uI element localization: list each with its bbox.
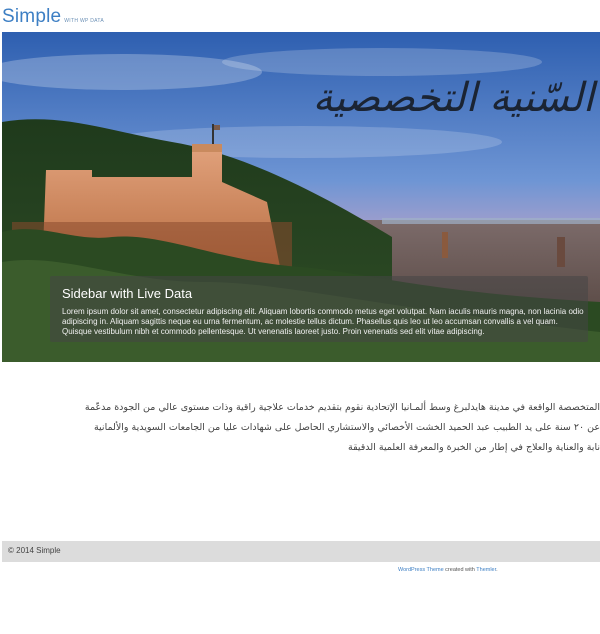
site-tagline: WITH WP DATA xyxy=(64,18,104,24)
caption-text: Lorem ipsum dolor sit amet, consectetur adipiscing elit. Aliquam lobortis commodo metus eget volutpat. Nam iaculis mauris magna, non lacinia odio adipiscing in. Aliquam sagittis neque eu urna fermentum, ac molestie tellus dictum. Phasellus quis leo ut leo accumsan convallis a vel quam. Quisque vestibulum nibh et commodo pellentesque. Ut venenatis laoreet justo. Proin venenatis sed elit vitae adipiscing. xyxy=(62,307,584,336)
copyright-text: © 2014 Simple xyxy=(8,546,61,555)
main-content xyxy=(2,398,600,458)
credit-end: . xyxy=(496,567,498,573)
content-line: المتخصصة الواقعة في مدينة هايدلبرغ وسط ألمـانيا الإتحادية نقوم بتقديم خدمات علاجية راقية وذات مستوى عالي من الجودة مدعّمة xyxy=(84,402,600,413)
themler-link[interactable]: Themler xyxy=(476,567,497,573)
site-logo[interactable] xyxy=(2,6,104,28)
caption-title: Sidebar with Live Data xyxy=(62,286,193,301)
footer xyxy=(2,541,600,562)
content-line: نابة والعناية والعلاج في إطار من الخبرة والمعرفة العلمية الدقيقة xyxy=(348,442,600,453)
site-title[interactable]: Simple xyxy=(2,6,62,27)
content-line: عن ٢٠ سنة على يد الطبيب عبد الحميد الخشت الأخصائي والاستشاري الحاصل على شهادات عليا من الجامعات السويدية والألمانية xyxy=(93,422,600,433)
wordpress-theme-link[interactable]: WordPress Theme xyxy=(398,567,444,573)
footer-credits xyxy=(398,567,498,573)
hero-arabic-title: السّنية التخصصية xyxy=(312,75,594,121)
credit-text: created with xyxy=(443,567,477,573)
hero-banner xyxy=(2,32,600,362)
site-header xyxy=(0,0,600,32)
hero-caption xyxy=(50,276,588,342)
